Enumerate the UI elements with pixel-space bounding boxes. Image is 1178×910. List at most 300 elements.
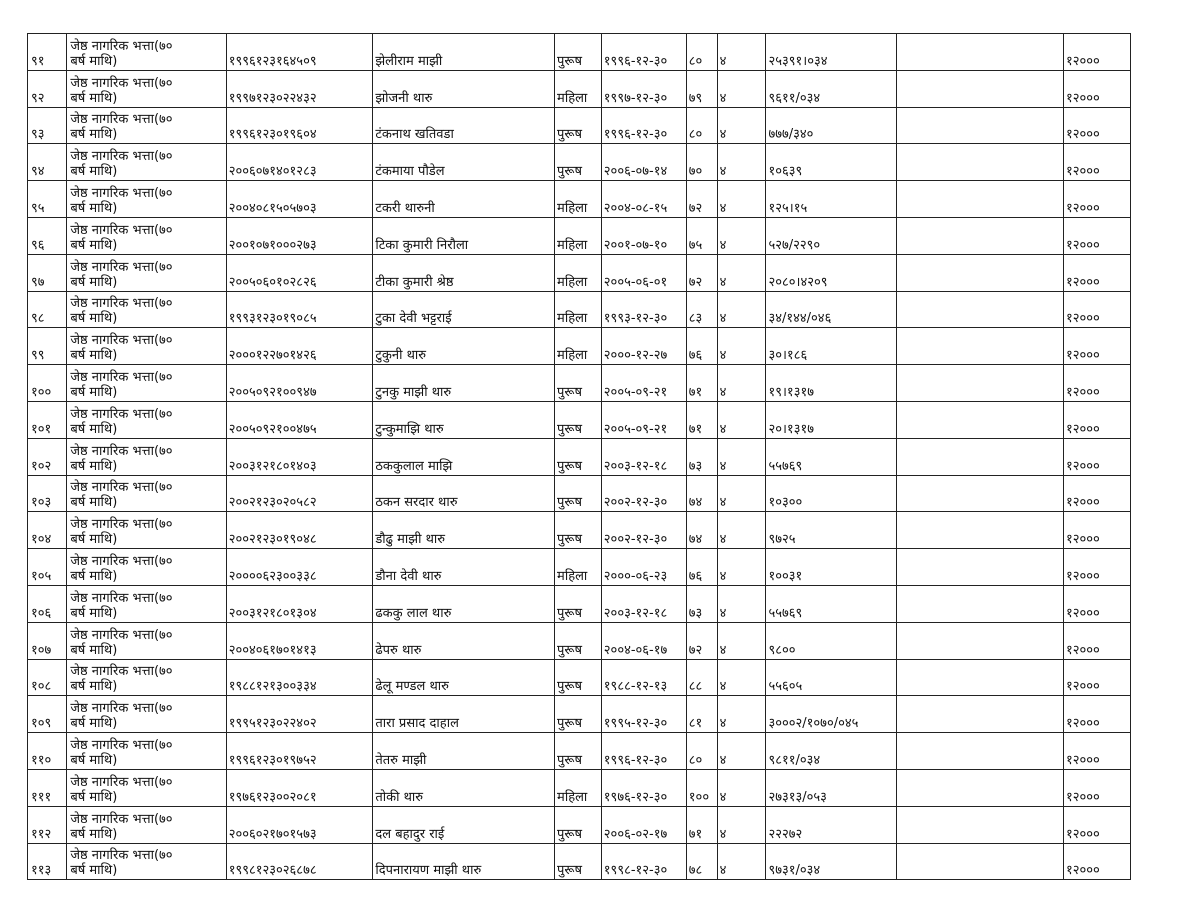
gender-cell: पुरूष	[555, 843, 602, 880]
amount-cell: १२०००	[1064, 843, 1131, 880]
serial-number-cell: १०९	[28, 696, 67, 733]
citizenship-number-cell: १९।१३१७	[766, 365, 897, 402]
serial-number-cell: ९४	[28, 144, 67, 181]
remarks-cell	[897, 806, 1064, 843]
age-cell: ७४	[686, 512, 717, 549]
birth-date-cell: १९९८-१२-३०	[601, 843, 686, 880]
amount-cell: १२०००	[1064, 806, 1131, 843]
table-row	[28, 365, 1131, 402]
record-id-cell: २००४०८१५०५७०३	[226, 181, 373, 218]
allowance-type-line-1: जेष्ठ नागरिक भत्ता(७०	[70, 701, 173, 717]
beneficiary-name-cell: झेलीराम माझी	[373, 34, 555, 71]
table-row	[28, 475, 1131, 512]
age-cell: ७५	[686, 217, 717, 254]
age-cell: ८०	[686, 733, 717, 770]
birth-date-cell: २००६-०७-१४	[601, 144, 686, 181]
citizenship-number-cell: २०।१३१७	[766, 401, 897, 438]
table-row	[28, 659, 1131, 696]
allowance-type-cell	[67, 328, 226, 365]
allowance-type-cell	[67, 254, 226, 291]
record-id-cell: १९९५१२३०२२४०२	[226, 696, 373, 733]
gender-cell: महिला	[555, 217, 602, 254]
record-id-cell: १९९३१२३०१९०८५	[226, 291, 373, 328]
beneficiary-name-cell: दिपनारायण माझी थारु	[373, 843, 555, 880]
ward-number-cell: ४	[717, 585, 766, 622]
ward-number-cell: ४	[717, 291, 766, 328]
amount-cell: १२०००	[1064, 438, 1131, 475]
allowance-type-line-1: जेष्ठ नागरिक भत्ता(७०	[70, 848, 173, 864]
table-row	[28, 696, 1131, 733]
serial-number-cell: १०२	[28, 438, 67, 475]
birth-date-cell: १९९५-१२-३०	[601, 696, 686, 733]
age-cell: ७३	[686, 438, 717, 475]
birth-date-cell: २००३-१२-१८	[601, 585, 686, 622]
remarks-cell	[897, 585, 1064, 622]
citizenship-number-cell: ९८११/०३४	[766, 733, 897, 770]
table-row	[28, 107, 1131, 144]
remarks-cell	[897, 217, 1064, 254]
gender-cell: पुरूष	[555, 806, 602, 843]
allowance-type-line-1: जेष्ठ नागरिक भत्ता(७०	[70, 737, 173, 753]
gender-cell: पुरूष	[555, 107, 602, 144]
table-row	[28, 254, 1131, 291]
remarks-cell	[897, 254, 1064, 291]
table-row	[28, 585, 1131, 622]
beneficiary-name-cell: टंकमाया पौडेल	[373, 144, 555, 181]
record-id-cell: १९९६१२३१६४५०९	[226, 34, 373, 71]
gender-cell: पुरूष	[555, 512, 602, 549]
serial-number-cell: ९९	[28, 328, 67, 365]
beneficiary-name-cell: टंकनाथ खतिवडा	[373, 107, 555, 144]
birth-date-cell: २००५-०९-२१	[601, 365, 686, 402]
allowance-type-cell	[67, 34, 226, 71]
citizenship-number-cell: ९८००	[766, 622, 897, 659]
birth-date-cell: १९८८-१२-१३	[601, 659, 686, 696]
serial-number-cell: १०६	[28, 585, 67, 622]
allowance-type-line-2: बर्ष माथि)	[70, 568, 118, 584]
amount-cell: १२०००	[1064, 769, 1131, 806]
age-cell: ७८	[686, 843, 717, 880]
serial-number-cell: ११३	[28, 843, 67, 880]
allowance-type-cell	[67, 181, 226, 218]
allowance-type-line-2: बर्ष माथि)	[70, 127, 118, 143]
ward-number-cell: ४	[717, 144, 766, 181]
birth-date-cell: २००४-०८-१५	[601, 181, 686, 218]
ward-number-cell: ४	[717, 217, 766, 254]
serial-number-cell: ९८	[28, 291, 67, 328]
gender-cell: पुरूष	[555, 144, 602, 181]
amount-cell: १२०००	[1064, 585, 1131, 622]
allowance-type-line-1: जेष्ठ नागरिक भत्ता(७०	[70, 38, 173, 54]
beneficiary-name-cell: टुन्कुमाझि थारु	[373, 401, 555, 438]
birth-date-cell: १९७६-१२-३०	[601, 769, 686, 806]
ward-number-cell: ४	[717, 512, 766, 549]
citizenship-number-cell: ९६११/०३४	[766, 70, 897, 107]
record-id-cell: २००००६२३००३३८	[226, 549, 373, 586]
birth-date-cell: १९९७-१२-३०	[601, 70, 686, 107]
beneficiary-name-cell: तेतरु माझी	[373, 733, 555, 770]
allowance-type-line-2: बर्ष माथि)	[70, 863, 118, 879]
ward-number-cell: ४	[717, 181, 766, 218]
age-cell: ७६	[686, 328, 717, 365]
amount-cell: १२०००	[1064, 622, 1131, 659]
amount-cell: १२०००	[1064, 365, 1131, 402]
remarks-cell	[897, 733, 1064, 770]
allowance-type-line-2: बर्ष माथि)	[70, 495, 118, 511]
beneficiary-name-cell: झोजनी थारु	[373, 70, 555, 107]
allowance-type-line-1: जेष्ठ नागरिक भत्ता(७०	[70, 369, 173, 385]
allowance-type-cell	[67, 107, 226, 144]
remarks-cell	[897, 438, 1064, 475]
citizenship-number-cell: २२२७२	[766, 806, 897, 843]
birth-date-cell: २००३-१२-१८	[601, 438, 686, 475]
citizenship-number-cell: ३४/१४४/०४६	[766, 291, 897, 328]
allowance-type-line-2: बर्ष माथि)	[70, 605, 118, 621]
gender-cell: महिला	[555, 70, 602, 107]
gender-cell: पुरूष	[555, 585, 602, 622]
table-row	[28, 144, 1131, 181]
allowance-type-line-1: जेष्ठ नागरिक भत्ता(७०	[70, 406, 173, 422]
allowance-type-cell	[67, 622, 226, 659]
allowance-type-line-2: बर्ष माथि)	[70, 384, 118, 400]
serial-number-cell: १११	[28, 769, 67, 806]
record-id-cell: १९९७१२३०२२४३२	[226, 70, 373, 107]
age-cell: ७१	[686, 401, 717, 438]
remarks-cell	[897, 769, 1064, 806]
table-row	[28, 843, 1131, 880]
ward-number-cell: ४	[717, 806, 766, 843]
allowance-type-line-2: बर्ष माथि)	[70, 274, 118, 290]
citizenship-number-cell: १००३१	[766, 549, 897, 586]
record-id-cell: २००४०६१७०१४१३	[226, 622, 373, 659]
ward-number-cell: ४	[717, 254, 766, 291]
age-cell: ७४	[686, 475, 717, 512]
amount-cell: १२०००	[1064, 549, 1131, 586]
table-row	[28, 622, 1131, 659]
birth-date-cell: २००५-०९-२१	[601, 401, 686, 438]
age-cell: १००	[686, 769, 717, 806]
allowance-type-line-2: बर्ष माथि)	[70, 679, 118, 695]
citizenship-number-cell: ३०००२/१०७०/०४५	[766, 696, 897, 733]
table-body	[28, 34, 1131, 880]
age-cell: ८३	[686, 291, 717, 328]
gender-cell: महिला	[555, 328, 602, 365]
serial-number-cell: ९२	[28, 70, 67, 107]
gender-cell: पुरूष	[555, 622, 602, 659]
remarks-cell	[897, 512, 1064, 549]
age-cell: ७०	[686, 144, 717, 181]
record-id-cell: २००३१२१८०१३०४	[226, 585, 373, 622]
serial-number-cell: ११२	[28, 806, 67, 843]
age-cell: ७२	[686, 181, 717, 218]
gender-cell: महिला	[555, 769, 602, 806]
age-cell: ७३	[686, 585, 717, 622]
allowance-type-cell	[67, 70, 226, 107]
serial-number-cell: १००	[28, 365, 67, 402]
amount-cell: १२०००	[1064, 34, 1131, 71]
birth-date-cell: २००२-१२-३०	[601, 512, 686, 549]
beneficiary-name-cell: टकरी थारुनी	[373, 181, 555, 218]
age-cell: ८८	[686, 659, 717, 696]
citizenship-number-cell: १२५।१५	[766, 181, 897, 218]
beneficiary-name-cell: टुका देवी भट्टराई	[373, 291, 555, 328]
age-cell: ७९	[686, 70, 717, 107]
birth-date-cell: २००५-०६-०१	[601, 254, 686, 291]
amount-cell: १२०००	[1064, 181, 1131, 218]
allowance-type-line-1: जेष्ठ नागरिक भत्ता(७०	[70, 774, 173, 790]
ward-number-cell: ४	[717, 365, 766, 402]
allowance-type-cell	[67, 843, 226, 880]
citizenship-number-cell: १०३००	[766, 475, 897, 512]
citizenship-number-cell: ७७७/३४०	[766, 107, 897, 144]
table-row	[28, 34, 1131, 71]
table-row	[28, 512, 1131, 549]
beneficiary-name-cell: तारा प्रसाद दाहाल	[373, 696, 555, 733]
record-id-cell: १९९८१२३०२६८७८	[226, 843, 373, 880]
beneficiary-name-cell: ढेलू मण्डल थारु	[373, 659, 555, 696]
age-cell: ७१	[686, 806, 717, 843]
beneficiary-name-cell: डौना देवी थारु	[373, 549, 555, 586]
serial-number-cell: १०८	[28, 659, 67, 696]
serial-number-cell: ९५	[28, 181, 67, 218]
allowance-type-cell	[67, 401, 226, 438]
allowance-type-line-1: जेष्ठ नागरिक भत्ता(७०	[70, 517, 173, 533]
ward-number-cell: ४	[717, 107, 766, 144]
table-row	[28, 769, 1131, 806]
remarks-cell	[897, 365, 1064, 402]
record-id-cell: २००१०७१०००२७३	[226, 217, 373, 254]
allowance-type-line-1: जेष्ठ नागरिक भत्ता(७०	[70, 627, 173, 643]
record-id-cell: २००५०९२१००४७५	[226, 401, 373, 438]
allowance-type-line-2: बर्ष माथि)	[70, 642, 118, 658]
allowance-type-line-1: जेष्ठ नागरिक भत्ता(७०	[70, 296, 173, 312]
record-id-cell: २००६०७१४०१२८३	[226, 144, 373, 181]
allowance-type-line-1: जेष्ठ नागरिक भत्ता(७०	[70, 333, 173, 349]
allowance-type-line-2: बर्ष माथि)	[70, 532, 118, 548]
allowance-type-cell	[67, 549, 226, 586]
citizenship-number-cell: २५३९१।०३४	[766, 34, 897, 71]
birth-date-cell: २००६-०२-१७	[601, 806, 686, 843]
allowance-type-line-2: बर्ष माथि)	[70, 311, 118, 327]
age-cell: ८०	[686, 107, 717, 144]
beneficiary-name-cell: टीका कुमारी श्रेष्ठ	[373, 254, 555, 291]
age-cell: ७२	[686, 254, 717, 291]
citizenship-number-cell: ३०।१८६	[766, 328, 897, 365]
remarks-cell	[897, 107, 1064, 144]
table-row	[28, 733, 1131, 770]
age-cell: ८१	[686, 696, 717, 733]
allowance-type-line-2: बर्ष माथि)	[70, 826, 118, 842]
remarks-cell	[897, 549, 1064, 586]
allowance-type-line-1: जेष्ठ नागरिक भत्ता(७०	[70, 149, 173, 165]
beneficiary-name-cell: टुकुनी थारु	[373, 328, 555, 365]
table-row	[28, 401, 1131, 438]
record-id-cell: २००२१२३०२०५८२	[226, 475, 373, 512]
allowance-type-line-1: जेष्ठ नागरिक भत्ता(७०	[70, 553, 173, 569]
allowance-type-line-2: बर्ष माथि)	[70, 421, 118, 437]
allowance-type-line-1: जेष्ठ नागरिक भत्ता(७०	[70, 590, 173, 606]
citizenship-number-cell: ५२७/२२९०	[766, 217, 897, 254]
table-row	[28, 438, 1131, 475]
citizenship-number-cell: १०६३९	[766, 144, 897, 181]
remarks-cell	[897, 291, 1064, 328]
gender-cell: पुरूष	[555, 696, 602, 733]
allowance-type-cell	[67, 769, 226, 806]
record-id-cell: १९९६१२३०१९६०४	[226, 107, 373, 144]
citizenship-number-cell: ५५७६९	[766, 438, 897, 475]
serial-number-cell: ११०	[28, 733, 67, 770]
allowance-type-cell	[67, 733, 226, 770]
remarks-cell	[897, 843, 1064, 880]
allowance-type-line-2: बर्ष माथि)	[70, 237, 118, 253]
citizenship-number-cell: ९७२५	[766, 512, 897, 549]
age-cell: ७२	[686, 622, 717, 659]
age-cell: ७१	[686, 365, 717, 402]
allowance-type-cell	[67, 659, 226, 696]
remarks-cell	[897, 696, 1064, 733]
table-row	[28, 217, 1131, 254]
serial-number-cell: ९६	[28, 217, 67, 254]
gender-cell: पुरूष	[555, 34, 602, 71]
allowance-type-line-2: बर्ष माथि)	[70, 348, 118, 364]
allowance-type-line-1: जेष्ठ नागरिक भत्ता(७०	[70, 259, 173, 275]
ward-number-cell: ४	[717, 843, 766, 880]
ward-number-cell: ४	[717, 328, 766, 365]
table-row	[28, 806, 1131, 843]
ward-number-cell: ४	[717, 475, 766, 512]
record-id-cell: १९७६१२३००२०८१	[226, 769, 373, 806]
ward-number-cell: ४	[717, 733, 766, 770]
remarks-cell	[897, 622, 1064, 659]
ward-number-cell: ४	[717, 769, 766, 806]
allowance-type-line-1: जेष्ठ नागरिक भत्ता(७०	[70, 75, 173, 91]
age-cell: ७६	[686, 549, 717, 586]
amount-cell: १२०००	[1064, 401, 1131, 438]
serial-number-cell: १०५	[28, 549, 67, 586]
gender-cell: महिला	[555, 291, 602, 328]
gender-cell: महिला	[555, 549, 602, 586]
gender-cell: पुरूष	[555, 733, 602, 770]
amount-cell: १२०००	[1064, 70, 1131, 107]
allowance-type-line-2: बर्ष माथि)	[70, 789, 118, 805]
age-cell: ८०	[686, 34, 717, 71]
serial-number-cell: १०१	[28, 401, 67, 438]
gender-cell: महिला	[555, 181, 602, 218]
amount-cell: १२०००	[1064, 291, 1131, 328]
allowance-type-cell	[67, 365, 226, 402]
amount-cell: १२०००	[1064, 328, 1131, 365]
table-row	[28, 181, 1131, 218]
ward-number-cell: ४	[717, 34, 766, 71]
allowance-type-line-2: बर्ष माथि)	[70, 164, 118, 180]
gender-cell: पुरूष	[555, 401, 602, 438]
ward-number-cell: ४	[717, 70, 766, 107]
record-id-cell: १९९६१२३०१९७५२	[226, 733, 373, 770]
allowance-type-cell	[67, 291, 226, 328]
allowance-type-cell	[67, 585, 226, 622]
amount-cell: १२०००	[1064, 512, 1131, 549]
allowance-type-line-1: जेष्ठ नागरिक भत्ता(७०	[70, 112, 173, 128]
serial-number-cell: १०४	[28, 512, 67, 549]
birth-date-cell: १९९३-१२-३०	[601, 291, 686, 328]
remarks-cell	[897, 70, 1064, 107]
beneficiary-name-cell: दल बहादुर राई	[373, 806, 555, 843]
beneficiary-name-cell: टिका कुमारी निरौला	[373, 217, 555, 254]
gender-cell: पुरूष	[555, 365, 602, 402]
table-row	[28, 549, 1131, 586]
beneficiary-name-cell: ढेपरु थारु	[373, 622, 555, 659]
amount-cell: १२०००	[1064, 696, 1131, 733]
allowance-type-line-1: जेष्ठ नागरिक भत्ता(७०	[70, 185, 173, 201]
birth-date-cell: २००४-०६-१७	[601, 622, 686, 659]
birth-date-cell: १९९६-१२-३०	[601, 34, 686, 71]
gender-cell: महिला	[555, 254, 602, 291]
beneficiary-table	[27, 33, 1131, 880]
remarks-cell	[897, 401, 1064, 438]
gender-cell: पुरूष	[555, 438, 602, 475]
birth-date-cell: १९९६-१२-३०	[601, 107, 686, 144]
record-id-cell: २०००१२२७०१४२६	[226, 328, 373, 365]
beneficiary-name-cell: डौढु माझी थारु	[373, 512, 555, 549]
beneficiary-name-cell: तोकी थारु	[373, 769, 555, 806]
ward-number-cell: ४	[717, 622, 766, 659]
ward-number-cell: ४	[717, 401, 766, 438]
allowance-type-cell	[67, 696, 226, 733]
birth-date-cell: २००२-१२-३०	[601, 475, 686, 512]
allowance-type-cell	[67, 512, 226, 549]
citizenship-number-cell: २०८०।४२०९	[766, 254, 897, 291]
beneficiary-name-cell: ढककु लाल थारु	[373, 585, 555, 622]
table-row	[28, 70, 1131, 107]
citizenship-number-cell: ५५७६९	[766, 585, 897, 622]
amount-cell: १२०००	[1064, 475, 1131, 512]
remarks-cell	[897, 181, 1064, 218]
allowance-type-line-2: बर्ष माथि)	[70, 53, 118, 69]
record-id-cell: १९८८१२१३००३३४	[226, 659, 373, 696]
serial-number-cell: ९७	[28, 254, 67, 291]
birth-date-cell: २००१-०७-१०	[601, 217, 686, 254]
allowance-type-line-2: बर्ष माथि)	[70, 200, 118, 216]
allowance-type-line-1: जेष्ठ नागरिक भत्ता(७०	[70, 664, 173, 680]
table-row	[28, 291, 1131, 328]
birth-date-cell: १९९६-१२-३०	[601, 733, 686, 770]
citizenship-number-cell: २७३१३/०५३	[766, 769, 897, 806]
serial-number-cell: १०३	[28, 475, 67, 512]
serial-number-cell: १०७	[28, 622, 67, 659]
record-id-cell: २००२१२३०१९०४८	[226, 512, 373, 549]
allowance-type-cell	[67, 475, 226, 512]
allowance-type-cell	[67, 438, 226, 475]
gender-cell: पुरूष	[555, 659, 602, 696]
ward-number-cell: ४	[717, 438, 766, 475]
amount-cell: १२०००	[1064, 107, 1131, 144]
remarks-cell	[897, 34, 1064, 71]
allowance-type-cell	[67, 806, 226, 843]
allowance-type-line-2: बर्ष माथि)	[70, 90, 118, 106]
serial-number-cell: ९१	[28, 34, 67, 71]
record-id-cell: २००५०६०१०२८२६	[226, 254, 373, 291]
record-id-cell: २००६०२१७०१५७३	[226, 806, 373, 843]
record-id-cell: २००३१२१८०१४०३	[226, 438, 373, 475]
allowance-type-cell	[67, 144, 226, 181]
birth-date-cell: २०००-१२-२७	[601, 328, 686, 365]
amount-cell: १२०००	[1064, 659, 1131, 696]
remarks-cell	[897, 475, 1064, 512]
citizenship-number-cell: ९७३१/०३४	[766, 843, 897, 880]
ward-number-cell: ४	[717, 659, 766, 696]
allowance-type-line-1: जेष्ठ नागरिक भत्ता(७०	[70, 811, 173, 827]
table-row	[28, 328, 1131, 365]
